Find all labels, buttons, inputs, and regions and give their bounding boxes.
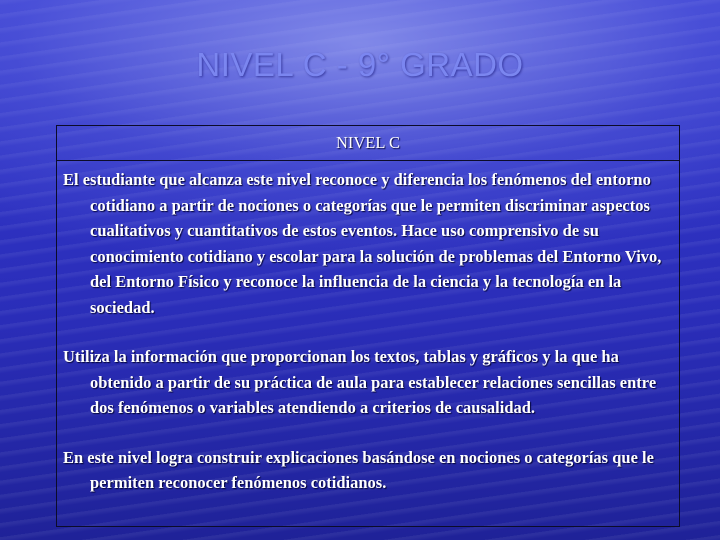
paragraph-description: El estudiante que alcanza este nivel reconoce y diferencia los fenómenos del entorno cotidiano a partir de nociones o categorías que le permiten discriminar aspectos cualitativos y cuantitativos de estos eventos. Hace uso comprensivo de su conocimiento cotidiano y escolar para la solución de problemas del Entorno Vivo, del Entorno Físico y reconoce la influencia de la ciencia y la tecnología en la sociedad. [63, 170, 662, 317]
table-body [57, 161, 679, 496]
content-table [56, 125, 680, 527]
slide-title: NIVEL C - 9° GRADO [196, 46, 524, 83]
table-header: NIVEL C [57, 126, 679, 161]
paragraph-explanations: En este nivel logra construir explicaciones basándose en nociones o categorías que le permiten reconocer fenómenos cotidianos. [63, 447, 654, 492]
paragraph-information-use: Utiliza la información que proporcionan los textos, tablas y gráficos y la que ha obtenido a partir de su práctica de aula para establecer relaciones sencillas entre dos fenómenos o variables atendiendo a criterios de causalidad. [63, 347, 657, 417]
